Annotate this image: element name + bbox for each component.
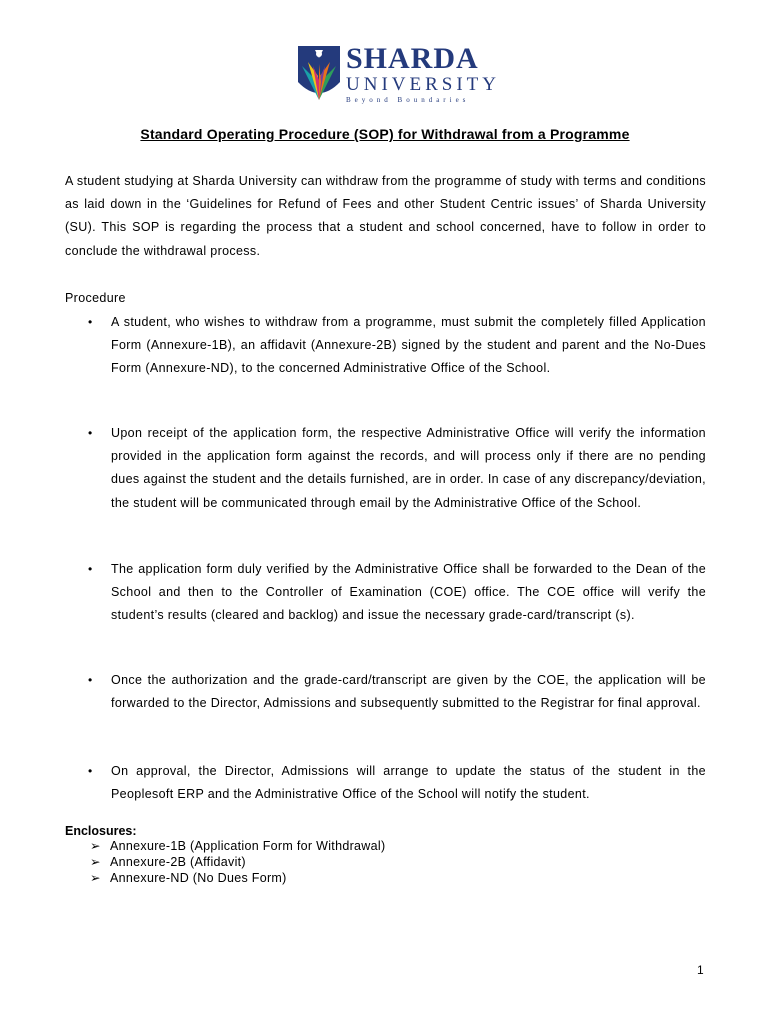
enclosure-text: Annexure-ND (No Dues Form) bbox=[110, 871, 287, 885]
logo-subtitle: UNIVERSITY bbox=[346, 74, 500, 95]
enclosure-text: Annexure-2B (Affidavit) bbox=[110, 855, 246, 869]
bullet-icon: • bbox=[88, 673, 93, 687]
document-title: Standard Operating Procedure (SOP) for Withdrawal from a Programme bbox=[140, 126, 630, 142]
logo-wordmark bbox=[346, 42, 500, 105]
procedure-item: A student, who wishes to withdraw from a programme, must submit the completely filled Application Form (Annexure-1B), an affidavit (Annexure-2B) signed by the student and parent and the No-Dues Form (Annexure-ND), to the concerned Administrative Office of the School. bbox=[111, 315, 706, 376]
bullet-icon: • bbox=[88, 426, 93, 440]
university-logo bbox=[296, 42, 506, 104]
procedure-item: Once the authorization and the grade-card/transcript are given by the COE, the application will be forwarded to the Director, Admissions and subsequently submitted to the Registrar for final approval. bbox=[111, 673, 706, 711]
page-number: 1 bbox=[697, 963, 704, 977]
arrow-bullet-icon: ➢ bbox=[90, 839, 101, 853]
arrow-bullet-icon: ➢ bbox=[90, 855, 101, 869]
sharda-emblem-icon bbox=[296, 42, 342, 104]
procedure-heading: Procedure bbox=[65, 291, 126, 305]
logo-tagline: Beyond Boundaries bbox=[346, 96, 470, 104]
enclosures-label: Enclosures: bbox=[65, 824, 137, 838]
procedure-item: Upon receipt of the application form, the respective Administrative Office will verify the information provided in the application form against the records, and will process only if there are no pending dues against the student and the details furnished, are in order. In case of any discrepancy/deviation, the student will be communicated through email by the Administrative Office of the School. bbox=[111, 426, 706, 510]
procedure-item: On approval, the Director, Admissions will arrange to update the status of the student in the Peoplesoft ERP and the Administrative Office of the School will notify the student. bbox=[111, 764, 706, 802]
bullet-icon: • bbox=[88, 315, 93, 329]
enclosure-item bbox=[90, 870, 287, 886]
bullet-icon: • bbox=[88, 562, 93, 576]
logo-name: SHARDA bbox=[346, 42, 479, 75]
arrow-bullet-icon: ➢ bbox=[90, 871, 101, 885]
procedure-item: The application form duly verified by the Administrative Office shall be forwarded to the Dean of the School and then to the Controller of Examination (COE) office. The COE office will verify the student’s results (cleared and backlog) and issue the necessary grade-card/transcript (s). bbox=[111, 562, 706, 623]
enclosure-item bbox=[90, 838, 385, 854]
enclosure-item bbox=[90, 854, 246, 870]
intro-paragraph: A student studying at Sharda University can withdraw from the programme of study with terms and conditions as laid down in the ‘Guidelines for Refund of Fees and other Student Centric issues’ of Sharda University (SU). This SOP is regarding the process that a student and school concerned, have to follow in order to conclude the withdrawal process. bbox=[65, 174, 706, 258]
bullet-icon: • bbox=[88, 764, 93, 778]
enclosure-text: Annexure-1B (Application Form for Withdrawal) bbox=[110, 839, 386, 853]
